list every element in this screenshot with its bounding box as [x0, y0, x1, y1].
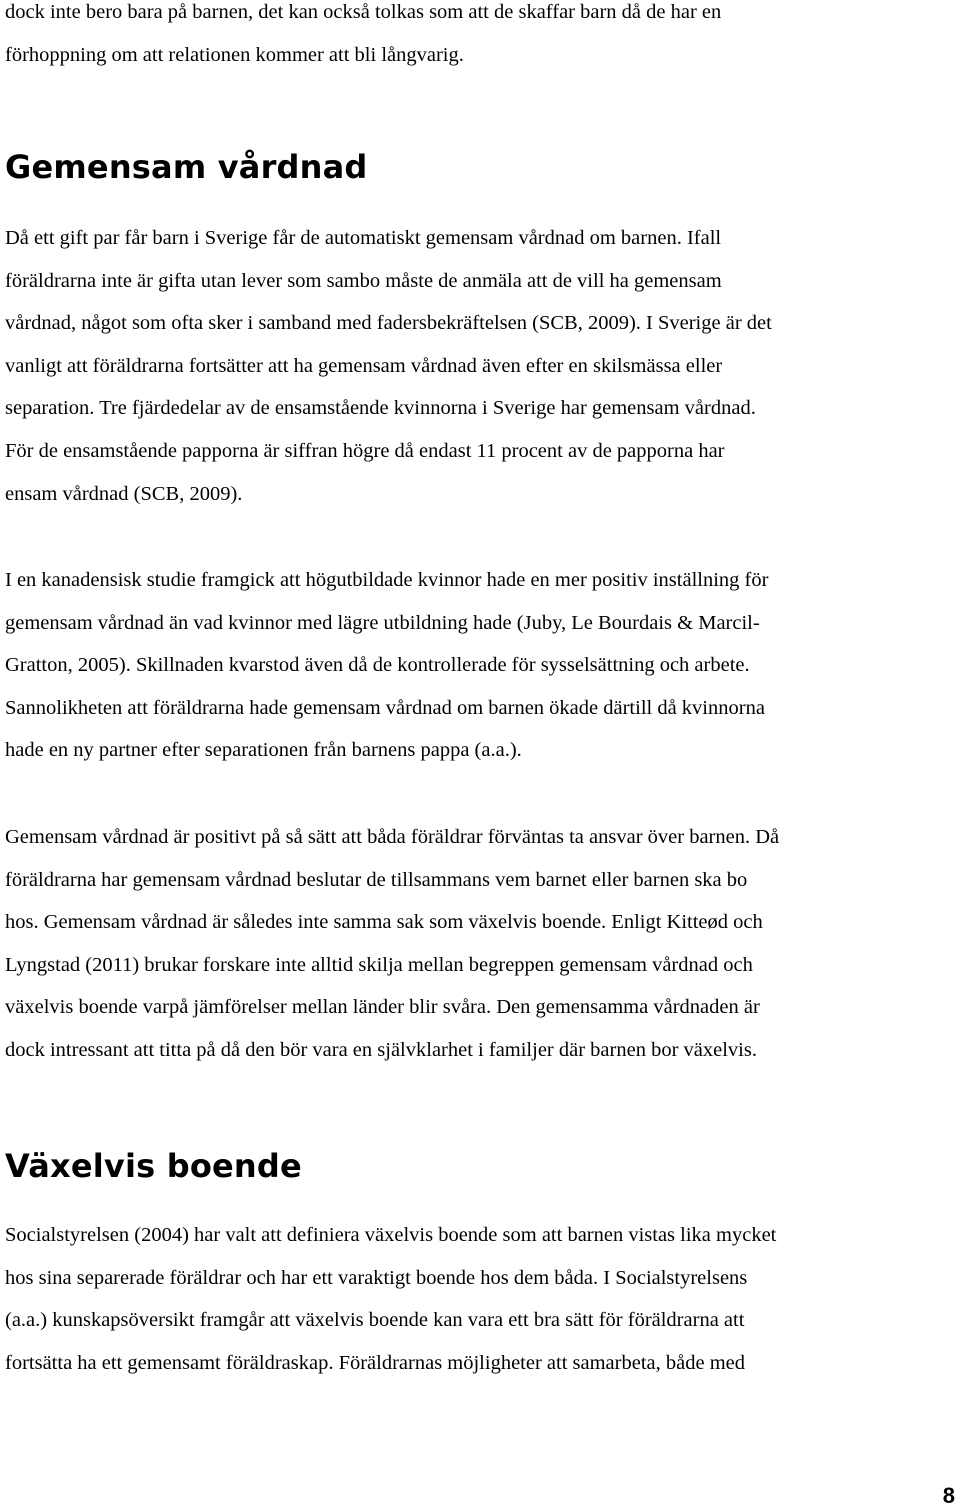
paragraph-gemensam-vardnad-2 [5, 559, 950, 772]
text-line: hade en ny partner efter separationen från barnens pappa (a.a.). [5, 739, 522, 762]
text-line: hos. Gemensam vårdnad är således inte samma sak som växelvis boende. Enligt Kitteød och [5, 911, 763, 934]
text-line: föräldrarna inte är gifta utan lever som sambo måste de anmäla att de vill ha gemensam [5, 269, 722, 292]
text-line: För de ensamstående papporna är siffran högre då endast 11 procent av de papporna har [5, 439, 725, 462]
page-number: 8 [942, 1483, 955, 1508]
section-heading-gemensam-vardnad: Gemensam vårdnad [5, 148, 368, 186]
text-line: Då ett gift par får barn i Sverige får de automatiskt gemensam vårdnad om barnen. Ifall [5, 227, 722, 249]
text-line: ensam vårdnad (SCB, 2009). [5, 482, 243, 505]
text-line: växelvis boende varpå jämförelser mellan länder blir svåra. Den gemensamma vårdnaden är [5, 996, 760, 1019]
paragraph-gemensam-vardnad-3 [5, 816, 950, 1072]
text-line: separation. Tre fjärdedelar av de ensamstående kvinnorna i Sverige har gemensam vårdnad. [5, 397, 756, 420]
text-line: Sannolikheten att föräldrarna hade gemensam vårdnad om barnen ökade därtill då kvinnorna [5, 696, 765, 719]
text-line: Lyngstad (2011) brukar forskare inte alltid skilja mellan begreppen gemensam vårdnad och [5, 953, 753, 976]
text-line: Gemensam vårdnad är positivt på så sätt att båda föräldrar förväntas ta ansvar över barnen. Då [5, 826, 780, 848]
text-line: gemensam vårdnad än vad kvinnor med lägre utbildning hade (Juby, Le Bourdais & Marcil- [5, 611, 760, 634]
text-line: (a.a.) kunskapsöversikt framgår att växelvis boende kan vara ett bra sätt för föräldrarna att [5, 1309, 745, 1332]
text-line: I en kanadensisk studie framgick att högutbildade kvinnor hade en mer positiv inställning för [5, 569, 769, 591]
text-line: förhoppning om att relationen kommer att bli långvarig. [5, 43, 464, 66]
paragraph-gemensam-vardnad-1 [5, 217, 950, 515]
text-line: föräldrarna har gemensam vårdnad beslutar de tillsammans vem barnet eller barnen ska bo [5, 868, 748, 891]
text-line: Gratton, 2005). Skillnaden kvarstod även då de kontrollerade för sysselsättning och arbete. [5, 654, 750, 677]
paragraph-vaxelvis-boende-1 [5, 1214, 950, 1384]
text-line: hos sina separerade föräldrar och har ett varaktigt boende hos dem båda. I Socialstyrelsens [5, 1266, 748, 1289]
text-line: fortsätta ha ett gemensamt föräldraskap. Föräldrarnas möjligheter att samarbeta, både med [5, 1351, 745, 1374]
intro-paragraph [5, 0, 950, 76]
text-line: vanligt att föräldrarna fortsätter att ha gemensam vårdnad även efter en skilsmässa eller [5, 354, 723, 377]
text-line: Socialstyrelsen (2004) har valt att definiera växelvis boende som att barnen vistas lika mycket [5, 1224, 777, 1246]
text-line: dock inte bero bara på barnen, det kan också tolkas som att de skaffar barn då de har en [5, 1, 722, 23]
text-line: dock intressant att titta på då den bör vara en självklarhet i familjer där barnen bor växelvis. [5, 1038, 757, 1061]
text-line: vårdnad, något som ofta sker i samband med fadersbekräftelsen (SCB, 2009). I Sverige är det [5, 312, 772, 335]
section-heading-vaxelvis-boende: Växelvis boende [5, 1147, 302, 1185]
